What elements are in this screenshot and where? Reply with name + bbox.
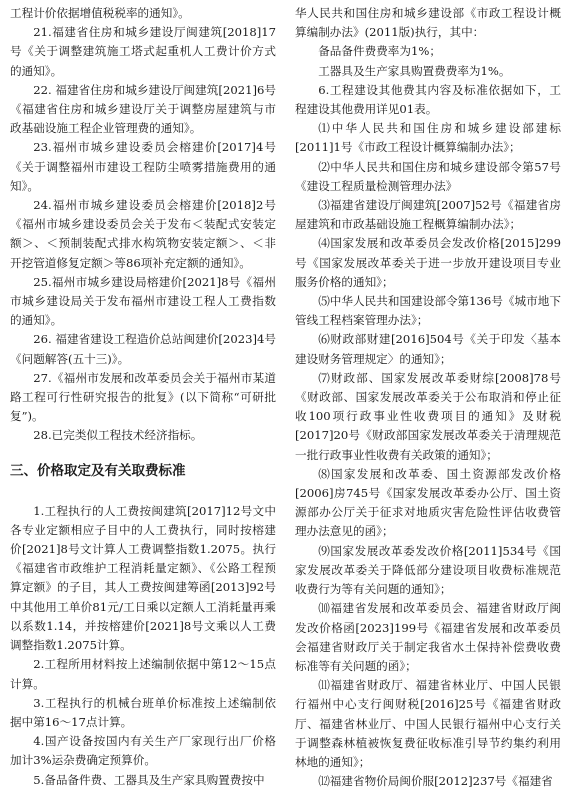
paragraph: ⑶福建省建设厅闽建筑[2007]52号《福建省房屋建筑和市政基础设施工程概算编制办法》； [295,198,561,232]
paragraph: ⑼国家发展改革委发改价格[2011]534号《国家发展改革委关于降低部分建设项目收费标准规范收费行为等有关问题的通知》； [295,543,561,597]
paragraph: 28.已完类似工程技术经济指标。 [33,428,203,443]
paragraph: ⑿福建省物价局闽价服[2012]237号《福建省 [318,774,553,789]
paragraph: 工程计价依据增值税税率的通知》。 [10,6,190,20]
paragraph: 26. 福建省建设工程造价总站闽建价[2023]4号《问题解答(五十三)》。 [10,332,276,366]
paragraph: 22. 福建省住房和城乡建设厅闽建筑[2021]6号《福建省住房和城乡建设厅关于调整房屋建筑与市政基础设施工程企业管理费的通知》。 [10,82,276,136]
paragraph: 备品备件费费率为1%； [318,44,441,59]
paragraph: 5.备品备件费、工器具及生产家具购置费按中 [33,772,265,787]
paragraph: 工器具及生产家具购置费费率为1%。 [318,63,511,78]
paragraph: 23.福州市城乡建设委员会榕建价[2017]4号《关于调整福州市建设工程防尘喷雾措施费用的通知》。 [10,140,276,193]
paragraph: ⑽福建省发展和改革委员会、福建省财政厅闽发改价格函[2023]199号《福建省发展和改革委员会福建省财政厅关于制定我省水土保持补偿费收费标准等有关问题的函》； [295,601,561,673]
paragraph: ⑺财政部、国家发展改革委财综[2008]78号《财政部、国家发展改革委关于公布取消和停止征收100项行政事业性收费项目的通知》及财税[2017]20号《财政部国家发展改革委关于清理规范一批行政事业性收费有关政策的通知》； [295,370,561,462]
paragraph: 1.工程执行的人工费按闽建筑[2017]12号文中各专业定额相应子目中的人工费执行，同时按榕建价[2021]8号文计算人工费调整指数1.2075。执行《福建省市政维护工程消耗量定额》、《公路工程预算定额》的子目，其人工费按闽建筹函[2013]92号中其他用工单价81元/工日乘以定额人工消耗量再乘以系数1.14，并按榕建价[2021]8号文乘以人工费调整指数1.2075计算。 [10,503,276,653]
paragraph: 21.福建省住房和城乡建设厅闽建筑[2018]17号《关于调整建筑施工塔式起重机人工费计价方式的通知》。 [10,25,276,78]
right-column [295,4,561,791]
paragraph: 25.福州市城乡建设局榕建价[2021]8号《福州市城乡建设局关于发布福州市建设工程人工费指数的通知》。 [10,274,276,328]
paragraph: 6.工程建设其他费其内容及标准依据如下，工程建设其他费用详见01表。 [295,82,561,117]
paragraph: ⑸中华人民共和国建设部令第136号《城市地下管线工程档案管理办法》； [295,294,561,328]
paragraph: ⑷国家发展和改革委员会发改价格[2015]299号《国家发展改革委关于进一步放开建设项目专业服务价格的通知》； [295,236,561,289]
left-column [10,4,276,790]
paragraph: ⑵中华人民共和国住房和城乡建设部令第57号《建设工程质量检测管理办法》 [295,159,561,193]
paragraph: ⑴中华人民共和国住房和城乡建设部建标[2011]1号《市政工程设计概算编制办法》； [295,121,561,155]
paragraph: ⑹财政部财建[2016]504号《关于印发〈基本建设财务管理规定〉的通知》； [295,332,561,366]
paragraph: 3.工程执行的机械台班单价标准按上述编制依据中第16～17点计算。 [10,695,276,729]
paragraph: 华人民共和国住房和城乡建设部《市政工程设计概算编制办法》(2011版)执行，其中： [295,6,561,40]
paragraph: 2.工程所用材料按上述编制依据中第12～15点计算。 [10,657,276,691]
paragraph: ⑾福建省财政厅、福建省林业厅、中国人民银行福州中心支行闽财税[2016]25号《福建省财政厅、福建省林业厅、中国人民银行福州中心支行关于调整森林植被恢复费征收标准引导节约集约利用林地的通知》； [295,678,561,769]
section-heading: 三、价格取定及有关取费标准 [10,462,186,479]
paragraph: ⑻国家发展和改革委、国土资源部发改价格[2006]房745号《国家发展改革委办公厅、国土资源部办公厅关于征求对地质灾害危险性评估收费管理办法意见的函》； [295,466,561,539]
paragraph: 24.福州市城乡建设委员会榕建价[2018]2号《福州市城乡建设委员会关于发布＜装配式安装定额＞、＜预制装配式排水构筑物安装定额＞、＜非开挖管道修复定额＞等86项补充定额的通知》。 [10,198,276,270]
paragraph: 27.《福州市发展和改革委员会关于福州市某道路工程可行性研究报告的批复》(以下简称“可研批复”)。 [10,370,276,424]
paragraph: 4.国产设备按国内有关生产厂家现行出厂价格加计3%运杂费确定预算价。 [10,734,276,768]
